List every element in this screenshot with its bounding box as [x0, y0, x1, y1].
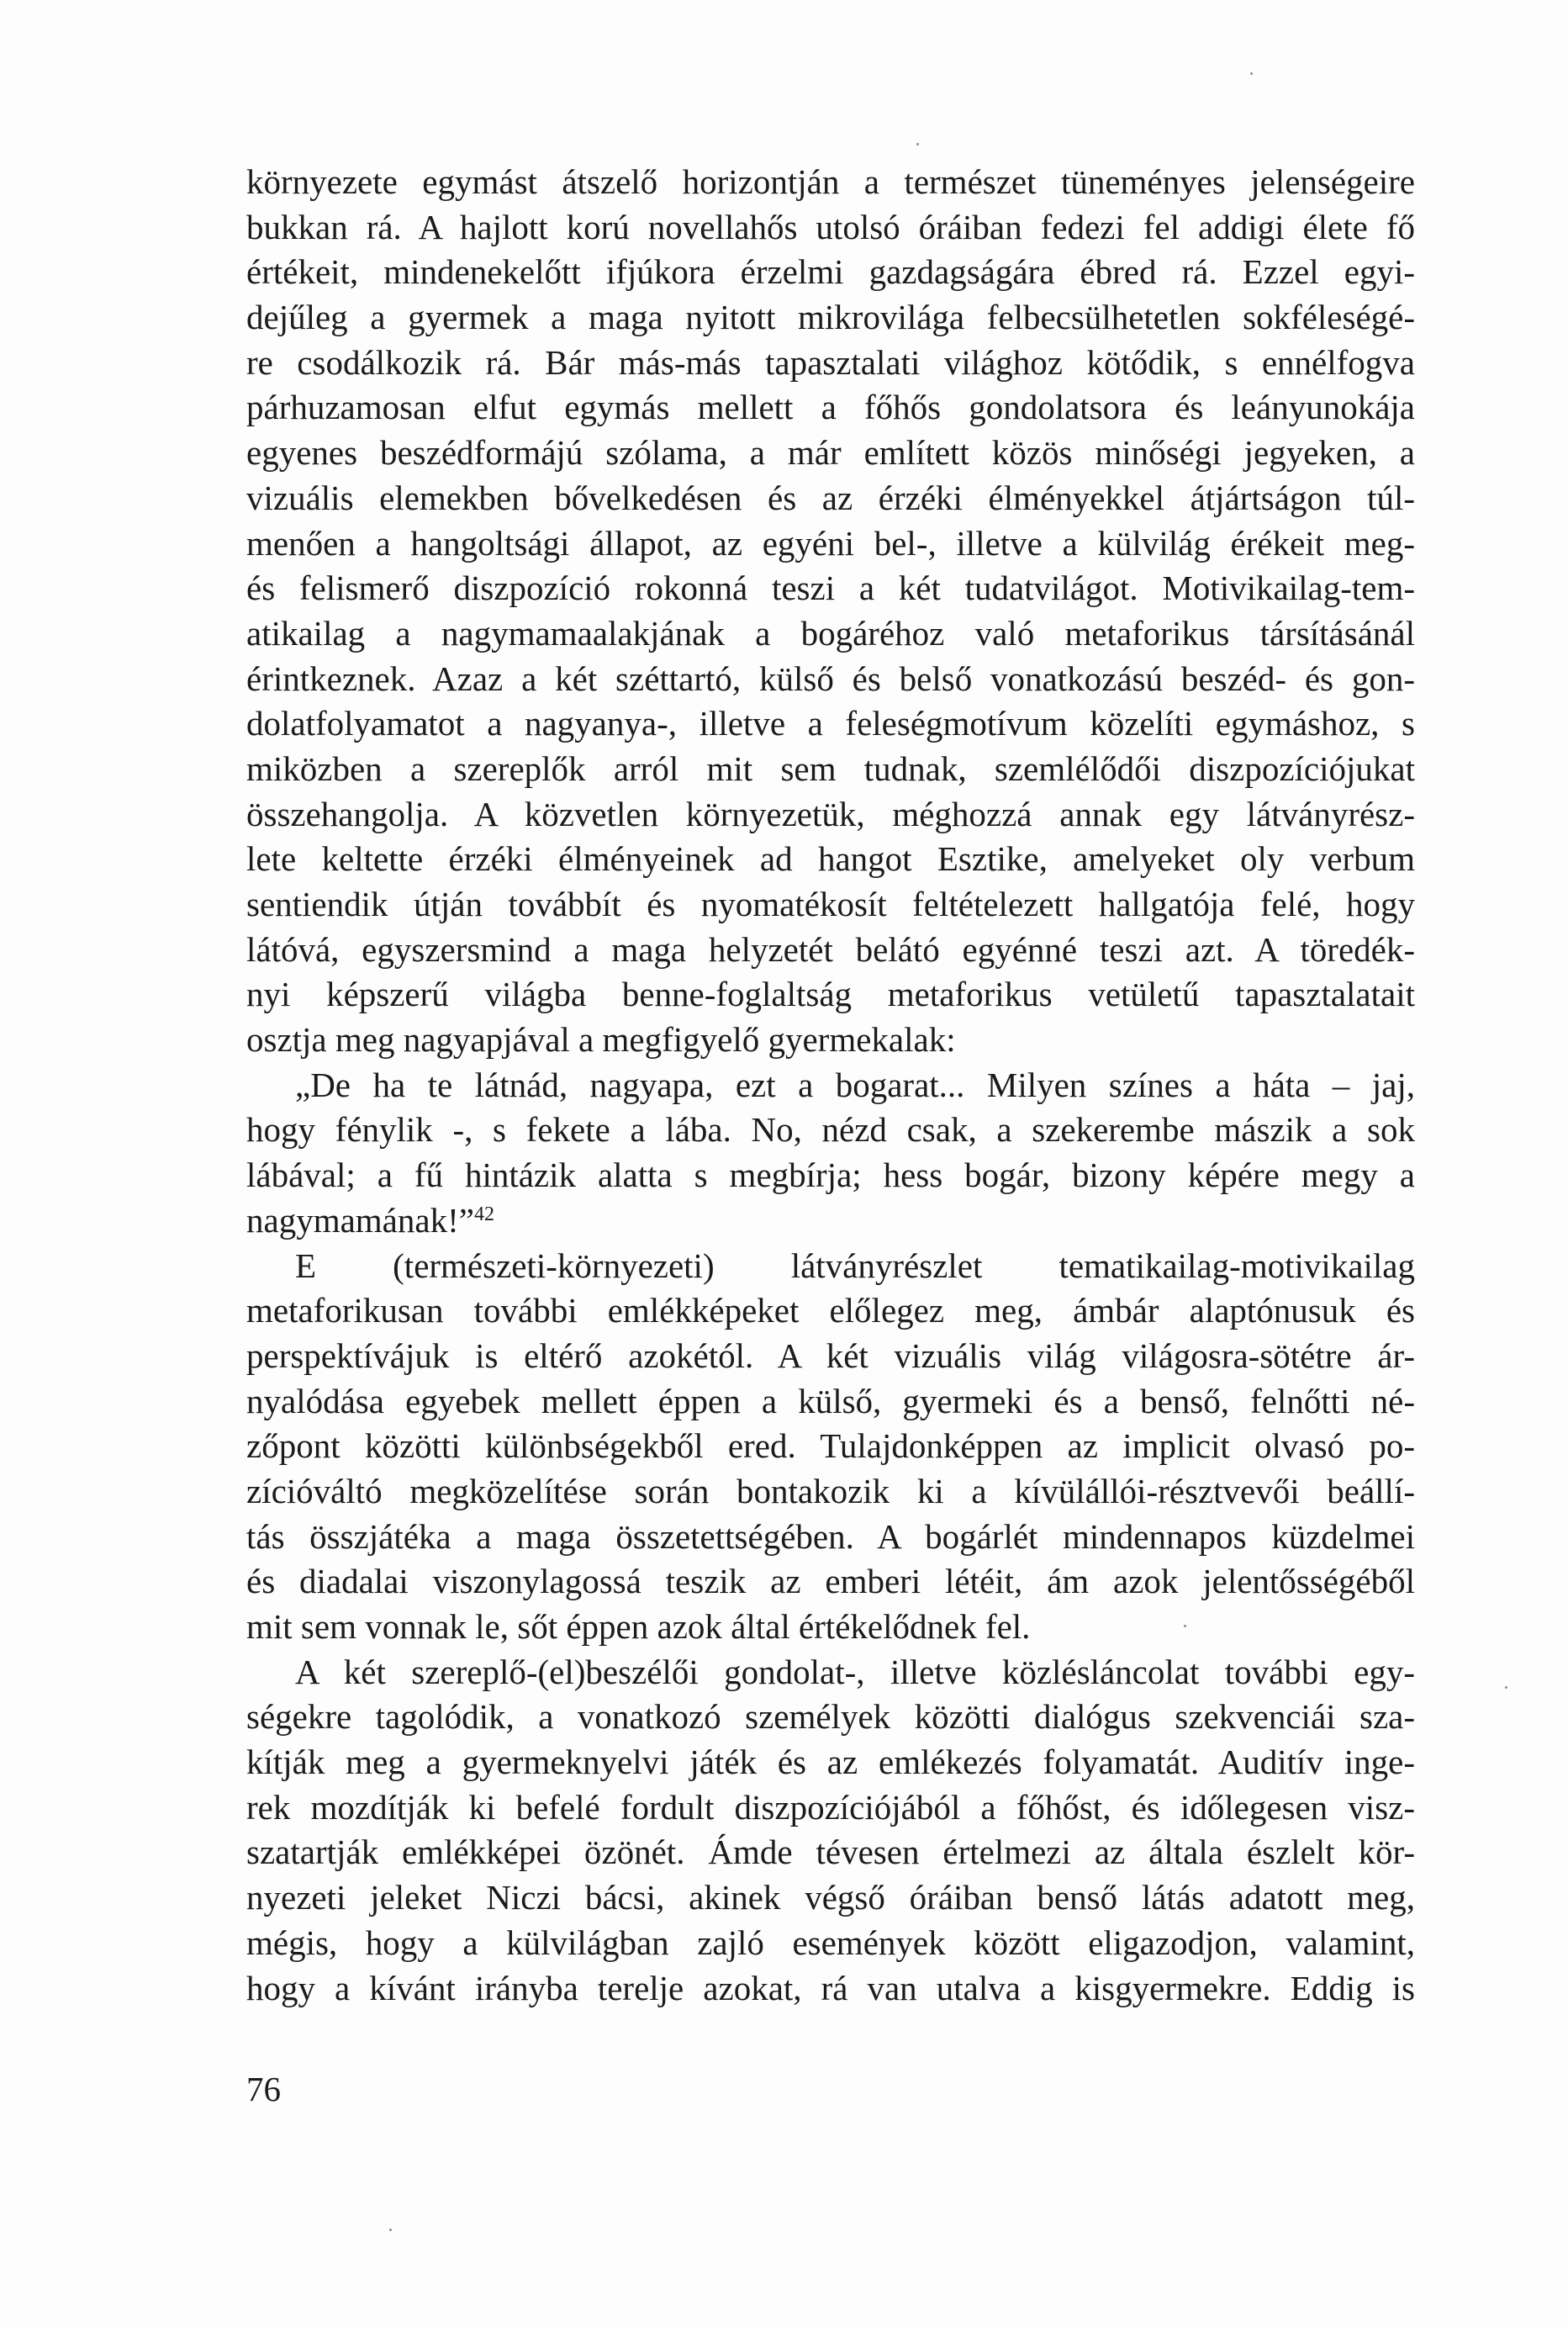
text-line: és diadalai viszonylagossá teszik az emberi létéit, ám azok jelentősségéből [246, 1562, 1415, 1601]
text-line: A két szereplő-(el)beszélői gondolat-, illetve közlésláncolat további egy- [295, 1652, 1415, 1691]
text-line: miközben a szereplők arról mit sem tudnak, szemlélődői diszpozíciójukat [246, 748, 1415, 788]
scan-speck [916, 143, 919, 145]
text-line: nyezeti jeleket Niczi bácsi, akinek végső óráiban benső látás adatott meg, [246, 1878, 1415, 1917]
text-line: osztja meg nagyapjával a megfigyelő gyermekalak: [246, 1020, 956, 1060]
text-line: hogy a kívánt irányba terelje azokat, rá van utalva a kisgyermekre. Eddig is [246, 1968, 1415, 2007]
text-line: értékeit, mindenekelőtt ifjúkora érzelmi gazdagságára ébred rá. Ezzel egyi- [246, 252, 1415, 292]
quote-line: „De ha te látnád, nagyapa, ezt a bogarat... Milyen színes a háta – jaj, [295, 1065, 1415, 1104]
text-line: perspektívájuk is eltérő azokétól. A két vizuális világ világosra-sötétre ár- [246, 1335, 1415, 1375]
text-line: és felismerő diszpozíció rokonná teszi a két tudatvilágot. Motivikailag-tem- [246, 569, 1415, 608]
text-line: E (természeti-környezeti) látványrészlet tematikailag-motivikailag [295, 1245, 1415, 1285]
text-line: összehangolja. A közvetlen környezetük, méghozzá annak egy látványrész- [246, 794, 1415, 833]
text-line: sentiendik útján továbbít és nyomatékosít feltételezett hallgatója felé, hogy [246, 885, 1415, 923]
scan-speck [389, 2229, 392, 2231]
quote-line-text: nagymamának!” [246, 1200, 474, 1240]
body-text [246, 160, 1415, 2011]
text-line: atikailag a nagymamaalakjának a bogáréhoz való metaforikus társításánál [246, 613, 1415, 653]
text-line: metaforikusan további emlékképeket előlegez meg, ámbár alaptónusuk és [246, 1291, 1415, 1330]
text-line: menően a hangoltsági állapot, az egyéni bel-, illetve a külvilág érékeit meg- [246, 523, 1415, 563]
text-line: zőpont közötti különbségekből ered. Tulajdonképpen az implicit olvasó po- [246, 1426, 1415, 1466]
text-line: vizuális elemekben bővelkedésen és az érzéki élményekkel átjártságon túl- [246, 478, 1415, 517]
quote-line-last [246, 1198, 1415, 1244]
text-line: nyi képszerű világba benne-foglaltság metaforikus vetületű tapasztalatait [246, 975, 1415, 1014]
block-quote [246, 1063, 1415, 1244]
paragraph-2 [246, 1244, 1415, 1650]
quote-line: hogy fénylik -, s fekete a lába. No, nézd csak, a szekerembe mászik a sok [246, 1110, 1415, 1150]
paragraph-1 [246, 160, 1415, 1063]
text-line: ségekre tagolódik, a vonatkozó személyek közötti dialógus szekvenciái sza- [246, 1697, 1415, 1737]
page-number: 76 [246, 2070, 281, 2108]
text-line: mit sem vonnak le, sőt éppen azok által értékelődnek fel. [246, 1607, 1031, 1646]
text-line: párhuzamosan elfut egymás mellett a főhős gondolatsora és leányunokája [246, 388, 1415, 427]
text-line: dolatfolyamatot a nagyanya-, illetve a feleségmotívum közelíti egymáshoz, s [246, 704, 1415, 743]
text-line: nyalódása egyebek mellett éppen a külső, gyermeki és a benső, felnőtti né- [246, 1381, 1415, 1420]
text-line: rek mozdítják ki befelé fordult diszpozíciójából a főhőst, és időlegesen visz- [246, 1787, 1415, 1827]
scan-speck [1184, 1625, 1186, 1627]
text-line: re csodálkozik rá. Bár más-más tapasztalati világhoz kötődik, s ennélfogva [246, 342, 1415, 382]
text-line: érintkeznek. Azaz a két széttartó, külső és belső vonatkozású beszéd- és gon- [246, 658, 1415, 698]
text-line: látóvá, egyszersmind a maga helyzetét belátó egyénné teszi azt. A töredék- [246, 929, 1415, 969]
text-line: egyenes beszédformájú szólama, a már említett közös minőségi jegyeken, a [246, 433, 1415, 473]
scan-speck [1505, 1686, 1507, 1689]
text-line: kítják meg a gyermeknyelvi játék és az emlékezés folyamatát. Auditív inge- [246, 1743, 1415, 1782]
scan-speck [1250, 72, 1253, 75]
text-line: bukkan rá. A hajlott korú novellahős utolsó óráiban fedezi fel addigi élete fő [246, 207, 1415, 246]
text-line: környezete egymást átszelő horizontján a természet tüneményes jelenségeire [246, 162, 1415, 201]
paragraph-3 [246, 1650, 1415, 2012]
text-line: szatartják emlékképei özönét. Ámde tévesen értelmezi az általa észlelt kör- [246, 1833, 1415, 1872]
quote-line: lábával; a fű hintázik alatta s megbírja; hess bogár, bizony képére megy a [246, 1156, 1415, 1195]
text-line: tás összjátéka a maga összetettségében. A bogárlét mindennapos küzdelmei [246, 1516, 1415, 1556]
text-line: zícióváltó megközelítése során bontakozik ki a kívülállói-résztvevői beállí- [246, 1471, 1415, 1510]
text-line: mégis, hogy a külvilágban zajló események között eligazodjon, valamint, [246, 1922, 1415, 1962]
text-line: lete keltette érzéki élményeinek ad hangot Esztike, amelyeket oly verbum [246, 839, 1415, 879]
footnote-marker: 42 [473, 1203, 494, 1225]
text-line: dejűleg a gyermek a maga nyitott mikrovilága felbecsülhetetlen sokféleségé- [246, 298, 1415, 337]
